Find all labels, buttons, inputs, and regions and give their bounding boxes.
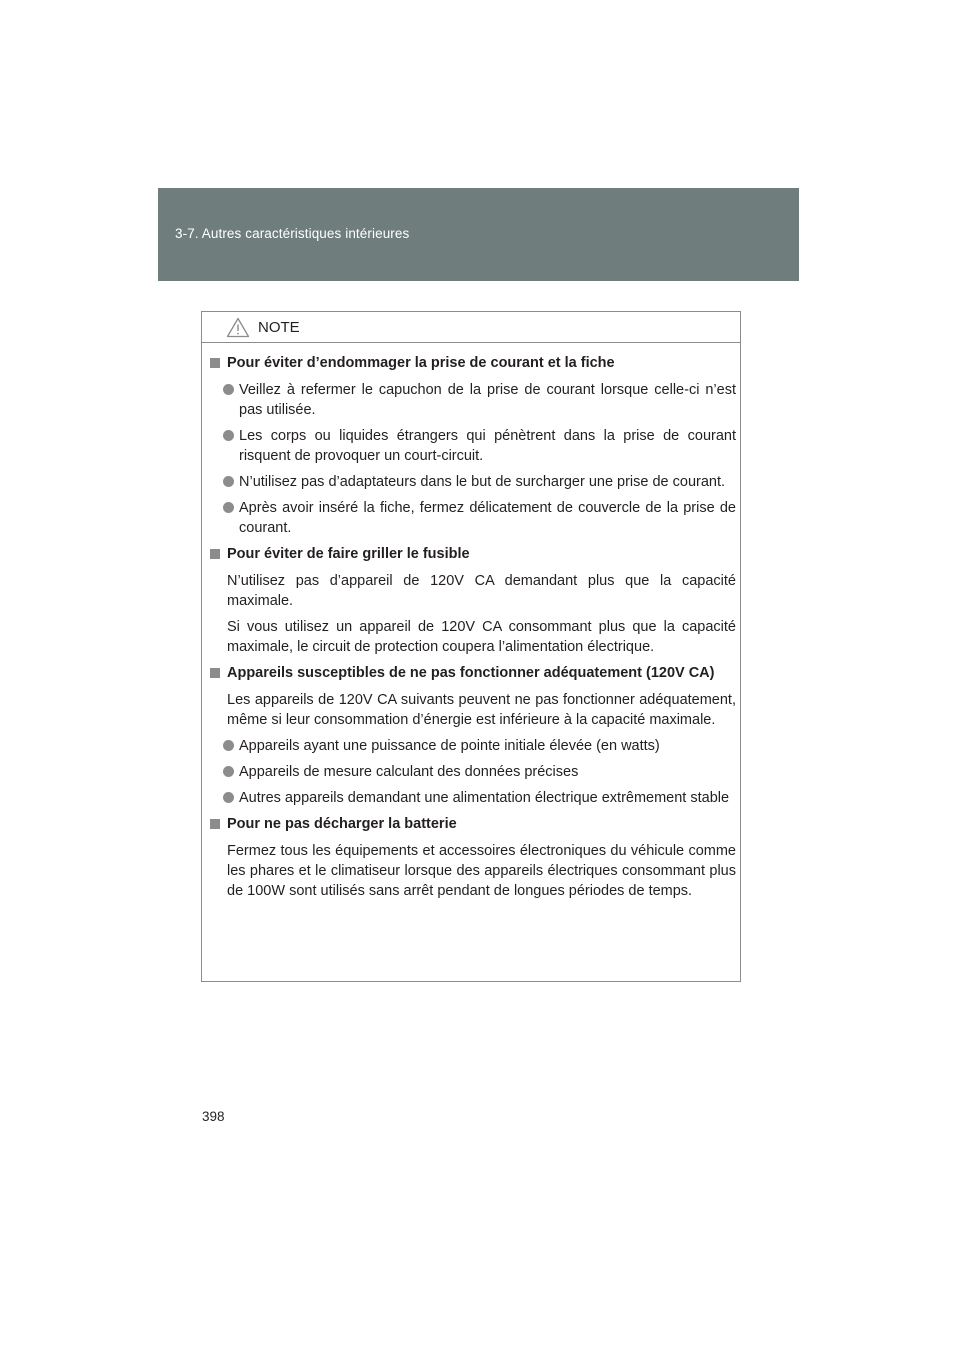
note-section-appliances xyxy=(210,663,736,808)
round-bullet-icon xyxy=(223,502,234,513)
note-body xyxy=(210,353,736,907)
note-section-battery xyxy=(210,814,736,901)
list-item-text: Appareils de mesure calculant des données précises xyxy=(239,764,579,780)
page-number: 398 xyxy=(202,1109,225,1124)
round-bullet-icon xyxy=(223,430,234,441)
round-bullet-icon xyxy=(223,740,234,751)
section-heading xyxy=(210,544,736,564)
list-item xyxy=(210,426,736,466)
section-heading xyxy=(210,353,736,373)
square-bullet-icon xyxy=(210,819,220,829)
section-heading-text: Pour éviter de faire griller le fusible xyxy=(227,546,470,562)
section-heading-text: Appareils susceptibles de ne pas fonctionner adéquatement (120V CA) xyxy=(227,665,715,681)
square-bullet-icon xyxy=(210,549,220,559)
paragraph: N’utilisez pas d’appareil de 120V CA demandant plus que la capacité maximale. xyxy=(227,573,736,609)
list-item xyxy=(210,762,736,782)
round-bullet-icon xyxy=(223,766,234,777)
note-header xyxy=(202,312,740,343)
square-bullet-icon xyxy=(210,358,220,368)
paragraph: Les appareils de 120V CA suivants peuvent ne pas fonctionner adéquatement, même si leur consommation d’énergie est inférieure à la capacité maximale. xyxy=(227,692,736,728)
square-bullet-icon xyxy=(210,668,220,678)
section-heading xyxy=(210,663,736,683)
list-item xyxy=(210,380,736,420)
list-item-text: Les corps ou liquides étrangers qui pénètrent dans la prise de courant risquent de provoquer un court-circuit. xyxy=(239,428,736,464)
list-item-text: Appareils ayant une puissance de pointe initiale élevée (en watts) xyxy=(239,738,660,754)
note-section-outlet xyxy=(210,353,736,538)
list-item-text: Autres appareils demandant une alimentation électrique extrêmement stable xyxy=(239,790,730,806)
round-bullet-icon xyxy=(223,476,234,487)
note-box xyxy=(201,311,741,982)
warning-triangle-icon xyxy=(226,317,250,338)
list-item-text: N’utilisez pas d’adaptateurs dans le but de surcharger une prise de courant. xyxy=(239,474,726,490)
list-item-text: Veillez à refermer le capuchon de la prise de courant lorsque celle-ci n’est pas utilisée. xyxy=(239,382,736,418)
list-item xyxy=(210,736,736,756)
round-bullet-icon xyxy=(223,792,234,803)
paragraph: Fermez tous les équipements et accessoires électroniques du véhicule comme les phares et le climatiseur lorsque des appareils électriques consommant plus de 100W sont utilisés sans arrêt pendant de longues périodes de temps. xyxy=(227,843,736,899)
section-title: 3-7. Autres caractéristiques intérieures xyxy=(175,226,410,241)
section-heading xyxy=(210,814,736,834)
paragraph: Si vous utilisez un appareil de 120V CA consommant plus que la capacité maximale, le circuit de protection coupera l’alimentation électrique. xyxy=(227,619,736,655)
list-item xyxy=(210,472,736,492)
list-item xyxy=(210,498,736,538)
note-label: NOTE xyxy=(258,319,300,336)
round-bullet-icon xyxy=(223,384,234,395)
section-heading-text: Pour éviter d’endommager la prise de courant et la fiche xyxy=(227,355,615,371)
list-item xyxy=(210,788,736,808)
list-item-text: Après avoir inséré la fiche, fermez délicatement de couvercle de la prise de courant. xyxy=(239,500,736,536)
note-section-fuse xyxy=(210,544,736,657)
section-heading-text: Pour ne pas décharger la batterie xyxy=(227,816,457,832)
